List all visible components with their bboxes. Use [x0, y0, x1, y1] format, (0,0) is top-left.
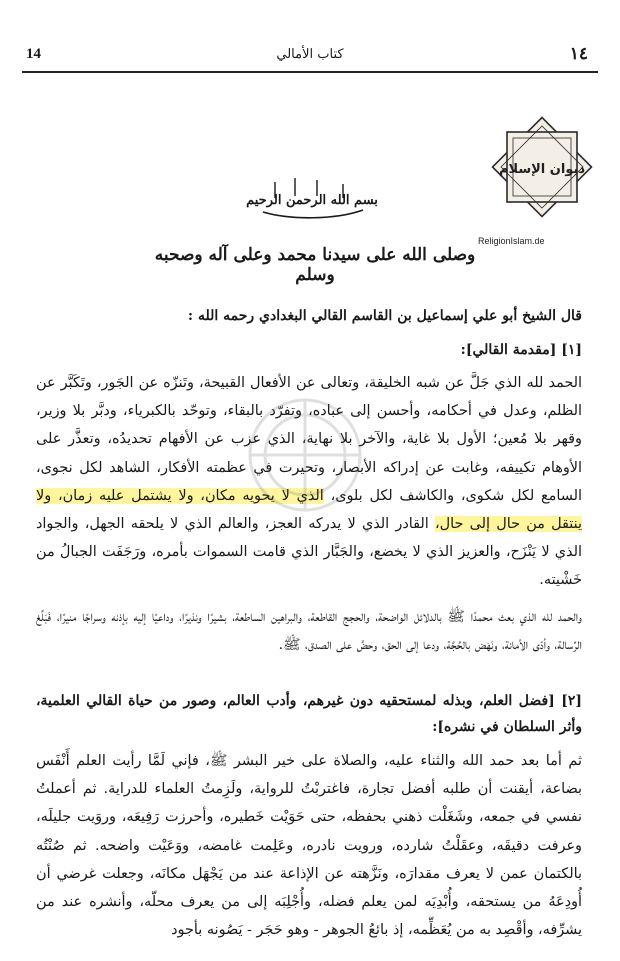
header-rule — [22, 71, 598, 73]
watermark-emblem — [220, 380, 390, 530]
section-2-heading: [٢] [فضل العلم، وبذله لمستحقيه دون غيرهم، وأدب العالم، وصور من حياة القالي العلمية، وأثر السلطان في نشره]: — [36, 693, 582, 735]
site-logo — [487, 112, 597, 222]
running-header — [26, 44, 594, 70]
highlighted-text: الذي لا يحويه مكان، ولا يشتمل عليه زمان، ولا ينتقل من حال إلى حال، — [36, 487, 582, 533]
para1-before: الحمد لله الذي جَلَّ عن شبه الخليقة، وتعالى عن الأفعال القبيحة، وتَنزّه عن الجَور، وتَكَبَّر عن الظلم، وعدل في أحكامه، وأحسن إلى عباده، وتفرّد بالبقاء، وتوحّد بالكبرياء، ودبَّر بلا وزير، وقهر بلا مُعين؛ الأول بلا غاية، والآخر بلا نهاية، الذي عزب عن الأفهام تحديدُه، وتعذَّر على الأوهام تكييفه، وغابت عن إدراكه الأبصار، وتحيرت في عظمته الأفكار، الشاهد لكل نجوى، السامع لكل شكوى، والكاشف لكل بلوى، — [36, 375, 582, 504]
page-number-latin: 14 — [26, 46, 41, 62]
logo-text: ديوان الإسلام — [498, 162, 586, 177]
section-2-paragraph: ثم أما بعد حمد الله والثناء عليه، والصلاة على خير البشر ﷺ، فإني لَمَّا رأيت العلم أَنْفَس بضاعة، أيقنت أن طلبه أفضل تجارة، فاغتربْتُ للرواية، ولَزِمتُ العلماء للدراية. ثم أعملتُ نفسي في جمعه، وشَغَلْت ذهني بحفظه، حتى حَوَيْت خَطيره، وأحرزت رَفِيعَه، وروَيت جليلَه، وعرفت دقيقَه، وعقَلْتُ شارده، ورويت نادره، وعَلِمت غامضه، ووَعَيْت واضحه. ثم صُنْتُه بالكتمان عمن لا يعرف مقدارَه، ونَزَّهته عن الإذاعة عند من يَجْهَل مكانَه، وجعلت غرضي أن أُودِعَهُ من يستحقه، وأُبْدِيَه لمن يعلم فضله، وأُجْلِبَه إلى من يعرف محلّه، وأنشره عند من يشرِّفه، وأقْصِد به من يُعَظِّمه، إذ بائعُ الجوهر - وهو حَجَر - يَصُونه بأجود — [36, 753, 582, 939]
para1-after: القادر الذي لا يدركه العجز، والعالم الذي لا يلحقه الجهل، والجواد الذي لا يَنْزَح، والعزيز الذي لا يخضع، والجَبَّار الذي قامت السموات بأمره، ورَجَفَت الجبالُ من خَشْيته. — [36, 516, 582, 589]
section-1-heading: [١] [مقدمة القالي]: — [460, 342, 582, 358]
logo-caption: ReligionIslam.de — [478, 236, 545, 246]
section-1-paragraph-2: والحمد لله الذي بعث محمدًا ﷺ بالدلائل الواضحة، والحجج القاطعة، والبراهين الساطعة، بشيرًا ونذيرًا، وداعيًا إليه بإذنه وسراجًا منيرًا، فَبَلَّغ الرِّسالة، وأدّى الأمانة، ونَهَض بالحُجَّة، ودعا إلى الحق، وحضَّ على الصدق، ﷺ. — [36, 609, 582, 654]
basmala-calligraphy — [246, 168, 378, 226]
salutation: وصلى الله على سيدنا محمد وعلى آله وصحبه وسلم — [154, 245, 476, 285]
intro-line: قال الشيخ أبو علي إسماعيل بن القاسم القالي البغدادي رحمه الله : — [187, 308, 582, 324]
basmala-text: بسم الله الرحمن الرحيم — [246, 193, 378, 208]
book-title: كتاب الأمالي — [276, 47, 344, 62]
page-number-arabic: ١٤ — [569, 44, 588, 64]
